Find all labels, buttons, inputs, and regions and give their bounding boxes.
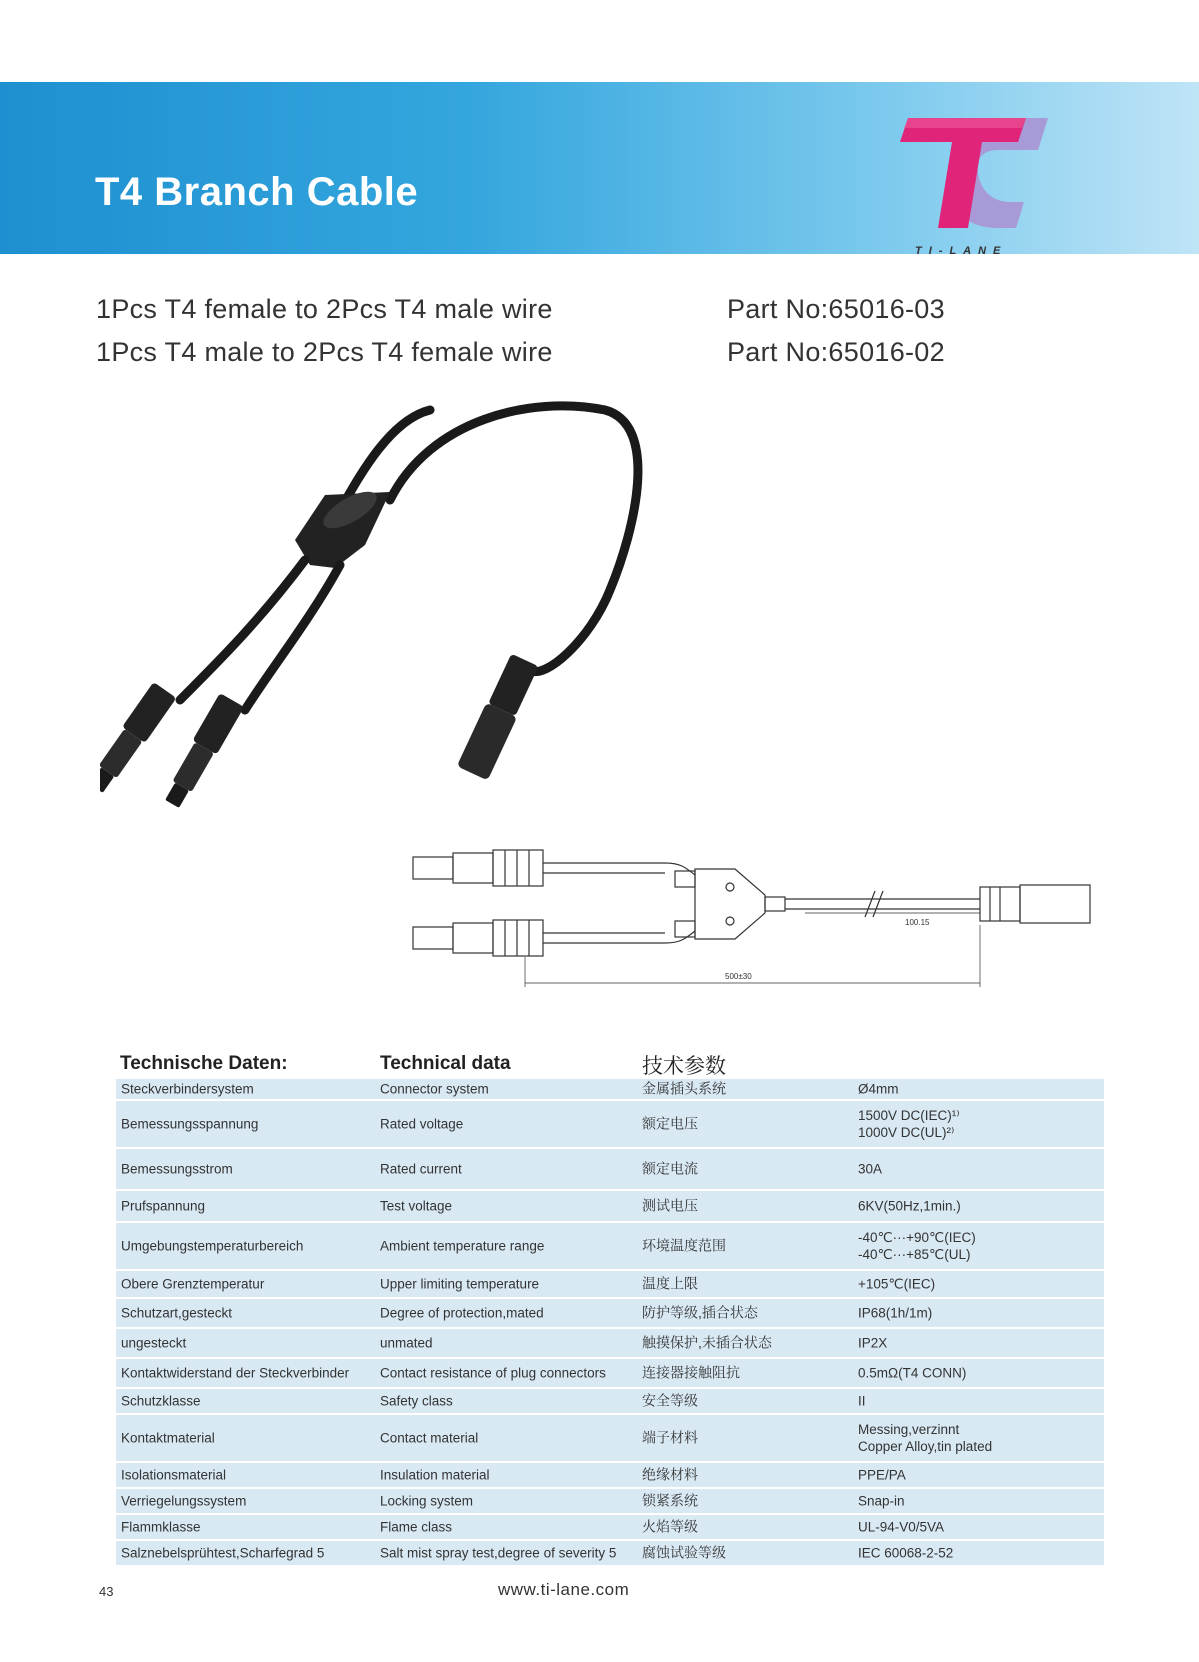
cell-value: +105℃(IEC) xyxy=(858,1276,936,1292)
table-row xyxy=(116,1101,1104,1149)
cell-german: Salznebelsprühtest,Scharfegrad 5 xyxy=(121,1545,325,1561)
cell-english: Ambient temperature range xyxy=(380,1238,545,1254)
cell-value: 30A xyxy=(858,1161,883,1177)
cell-chinese: 温度上限 xyxy=(642,1275,698,1292)
cell-german: Isolationsmaterial xyxy=(121,1467,227,1483)
cell-chinese: 安全等级 xyxy=(642,1392,698,1409)
dimension-short: 100.15 xyxy=(905,918,930,927)
table-row xyxy=(116,1463,1104,1489)
table-row xyxy=(116,1515,1104,1541)
cell-value: 6KV(50Hz,1min.) xyxy=(858,1198,961,1214)
technical-data-table xyxy=(116,1053,1104,1567)
cell-german: Steckverbindersystem xyxy=(121,1081,254,1097)
cell-english: Rated voltage xyxy=(380,1116,464,1132)
logo-text: TI-LANE xyxy=(915,245,1008,257)
table-row xyxy=(116,1149,1104,1191)
table-row xyxy=(116,1271,1104,1299)
cell-english: Upper limiting temperature xyxy=(380,1276,540,1292)
product-photo xyxy=(100,400,660,850)
cell-english: Connector system xyxy=(380,1081,489,1097)
technical-drawing xyxy=(405,845,1125,1005)
product-description-2: 1Pcs T4 male to 2Pcs T4 female wire xyxy=(96,337,553,367)
cell-german: Bemessungsstrom xyxy=(121,1161,233,1177)
table-row xyxy=(116,1079,1104,1101)
cell-value: 0.5mΩ(T4 CONN) xyxy=(858,1365,967,1381)
table-header xyxy=(116,1053,1104,1079)
table-row xyxy=(116,1489,1104,1515)
table-row xyxy=(116,1191,1104,1223)
cell-german: Obere Grenztemperatur xyxy=(121,1276,265,1292)
cell-chinese: 连接器接触阻抗 xyxy=(642,1364,740,1381)
cell-english: Degree of protection,mated xyxy=(380,1305,544,1321)
cell-value xyxy=(858,1229,976,1263)
cell-english: Contact material xyxy=(380,1430,479,1446)
cell-value-line2: Copper Alloy,tin plated xyxy=(858,1439,993,1454)
cell-german: Bemessungsspannung xyxy=(121,1116,259,1132)
cell-chinese: 额定电压 xyxy=(642,1115,698,1132)
cell-value: II xyxy=(858,1393,866,1409)
cell-value: PPE/PA xyxy=(858,1467,906,1483)
page-number: 43 xyxy=(99,1584,114,1599)
cell-english: Insulation material xyxy=(380,1467,490,1483)
cell-value: IP2X xyxy=(858,1335,888,1351)
cell-chinese: 绝缘材料 xyxy=(642,1466,698,1483)
table-row xyxy=(116,1299,1104,1329)
cell-german: Prufspannung xyxy=(121,1198,206,1214)
cell-value-line2: 1000V DC(UL)²⁾ xyxy=(858,1125,955,1140)
ti-lane-logo xyxy=(898,110,1048,230)
page-title: T4 Branch Cable xyxy=(95,170,419,214)
cell-chinese: 防护等级,插合状态 xyxy=(642,1304,758,1321)
header-german: Technische Daten: xyxy=(120,1053,288,1074)
cell-german: Flammklasse xyxy=(121,1519,201,1535)
cell-value-line1: -40℃···+90℃(IEC) xyxy=(858,1230,976,1245)
part-number-2: Part No:65016-02 xyxy=(727,337,945,367)
cell-german: ungesteckt xyxy=(121,1335,187,1351)
cell-german: Kontaktmaterial xyxy=(121,1430,215,1446)
cell-value xyxy=(858,1107,960,1141)
dimension-long: 500±30 xyxy=(725,972,752,981)
cell-german: Schutzklasse xyxy=(121,1393,201,1409)
table-row xyxy=(116,1329,1104,1359)
cell-chinese: 火焰等级 xyxy=(642,1518,698,1535)
cell-english: Contact resistance of plug connectors xyxy=(380,1365,606,1381)
cell-german: Verriegelungssystem xyxy=(121,1493,247,1509)
cell-chinese: 锁紧系统 xyxy=(642,1492,698,1509)
cell-chinese: 测试电压 xyxy=(642,1197,698,1214)
header-banner xyxy=(0,82,1199,257)
header-chinese: 技术参数 xyxy=(642,1055,726,1078)
cell-value-line1: Messing,verzinnt xyxy=(858,1422,960,1437)
cell-english: Rated current xyxy=(380,1161,462,1177)
cell-value xyxy=(858,1421,992,1455)
product-description-1: 1Pcs T4 female to 2Pcs T4 male wire xyxy=(96,294,553,324)
cell-english: Test voltage xyxy=(380,1198,453,1214)
website-link[interactable]: www.ti-lane.com xyxy=(498,1580,630,1599)
table-row xyxy=(116,1223,1104,1271)
table-row xyxy=(116,1389,1104,1415)
cell-chinese: 环境温度范围 xyxy=(642,1237,726,1254)
cell-english: Locking system xyxy=(380,1493,474,1509)
cell-value: UL-94-V0/5VA xyxy=(858,1519,945,1535)
cell-english: Safety class xyxy=(380,1393,453,1409)
table-row xyxy=(116,1415,1104,1463)
part-number-1: Part No:65016-03 xyxy=(727,294,945,324)
cell-english: unmated xyxy=(380,1335,433,1351)
cell-value-line1: 1500V DC(IEC)¹⁾ xyxy=(858,1108,960,1123)
cell-chinese: 腐蚀试验等级 xyxy=(642,1544,726,1561)
cell-value: Ø4mm xyxy=(858,1081,899,1097)
cell-value: IP68(1h/1m) xyxy=(858,1305,933,1321)
cell-german: Kontaktwiderstand der Steckverbinder xyxy=(121,1365,350,1381)
cell-german: Schutzart,gesteckt xyxy=(121,1305,233,1321)
table-row xyxy=(116,1359,1104,1389)
cell-chinese: 触摸保护,未插合状态 xyxy=(642,1334,772,1351)
cell-value-line2: -40℃···+85℃(UL) xyxy=(858,1247,971,1262)
cell-value: Snap-in xyxy=(858,1493,905,1509)
cell-chinese: 额定电流 xyxy=(642,1160,698,1177)
cell-english: Flame class xyxy=(380,1519,453,1535)
header-english: Technical data xyxy=(380,1053,511,1074)
cell-value: IEC 60068-2-52 xyxy=(858,1545,954,1561)
cell-chinese: 端子材料 xyxy=(642,1429,698,1446)
cell-english: Salt mist spray test,degree of severity 5 xyxy=(380,1545,617,1561)
cell-german: Umgebungstemperaturbereich xyxy=(121,1238,304,1254)
cell-chinese: 金属插头系统 xyxy=(642,1080,726,1097)
table-row xyxy=(116,1541,1104,1567)
